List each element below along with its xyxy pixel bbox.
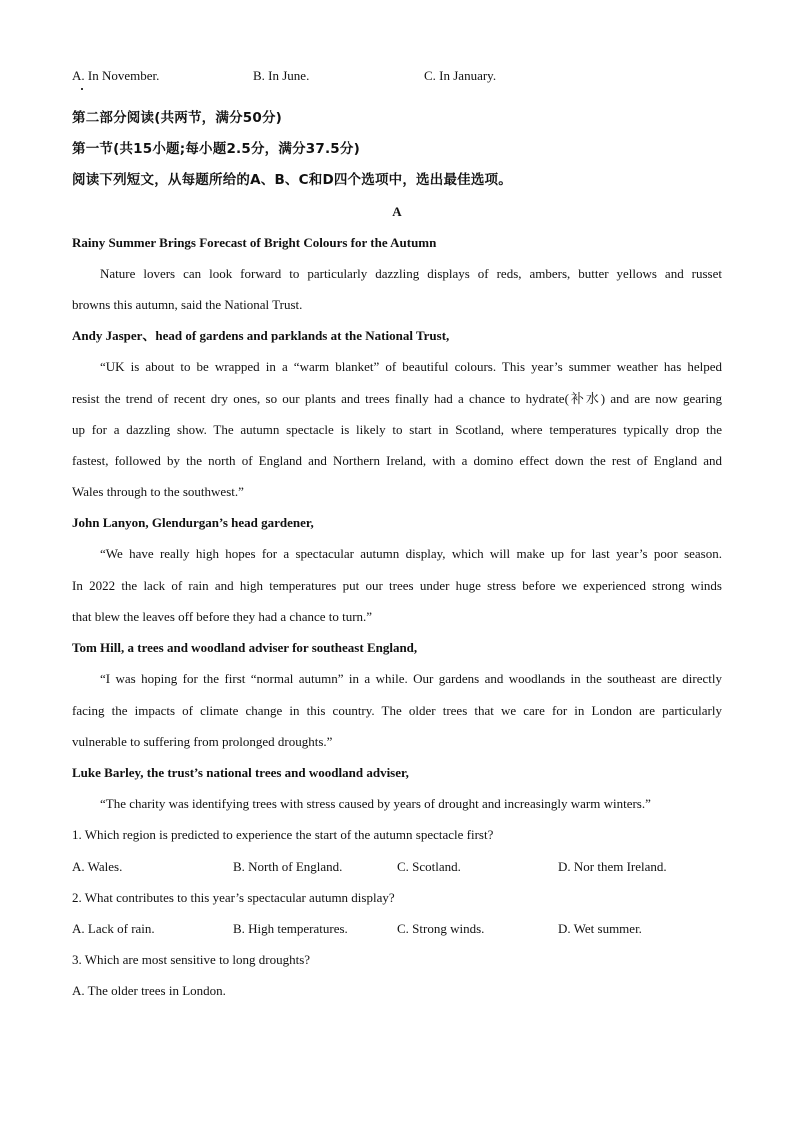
quote3-line-3: vulnerable to suffering from prolonged droughts.”	[72, 734, 333, 749]
question-2-option-b: B. High temperatures.	[233, 921, 348, 936]
stray-dot	[81, 88, 83, 90]
question-3-stem: 3. Which are most sensitive to long droughts?	[72, 952, 311, 967]
quote2-line-1: “We have really high hopes for a spectacular autumn display, which will make up for last year’s poor season.	[100, 546, 722, 561]
part-two-heading: 第二部分阅读(共两节，满分50分)	[72, 110, 283, 126]
speaker-luke-barley: Luke Barley, the trust’s national trees and woodland adviser,	[72, 765, 409, 780]
prev-option-a: A. In November.	[72, 68, 160, 83]
quote2-line-3: that blew the leaves off before they had a chance to turn.”	[72, 609, 373, 624]
question-1-stem: 1. Which region is predicted to experience the start of the autumn spectacle first?	[72, 827, 494, 842]
quote1-line-5: Wales through to the southwest.”	[72, 484, 244, 499]
speaker-andy-jasper: Andy Jasper、head of gardens and parklands at the National Trust,	[72, 328, 450, 343]
quote1-line-3: up for a dazzling show. The autumn spectacle is likely to start in Scotland, where temperatures typically drop the	[72, 422, 722, 437]
quote4-line-1: “The charity was identifying trees with stress caused by years of drought and increasingly warm winters.”	[100, 796, 651, 811]
section-one-heading: 第一节(共15小题;每小题2.5分，满分37.5分)	[72, 141, 360, 157]
question-3-option-a: A. The older trees in London.	[72, 983, 226, 998]
quote1-line-2: resist the trend of recent dry ones, so our plants and trees finally had a chance to hydrate(补水) and are now gearing	[72, 391, 722, 406]
question-2-option-c: C. Strong winds.	[397, 921, 485, 936]
speaker-john-lanyon: John Lanyon, Glendurgan’s head gardener,	[72, 515, 314, 530]
question-1-option-b: B. North of England.	[233, 859, 343, 874]
article-title: Rainy Summer Brings Forecast of Bright Colours for the Autumn	[72, 235, 437, 250]
question-1-option-d: D. Nor them Ireland.	[558, 859, 667, 874]
quote1-line-1: “UK is about to be wrapped in a “warm blanket” of beautiful colours. This year’s summer weather has helped	[100, 359, 722, 374]
intro-line-2: browns this autumn, said the National Trust.	[72, 297, 303, 312]
speaker-tom-hill: Tom Hill, a trees and woodland adviser for southeast England,	[72, 640, 418, 655]
instruction-heading: 阅读下列短文，从每题所给的A、B、C和D四个选项中，选出最佳选项。	[72, 172, 512, 188]
intro-line-1: Nature lovers can look forward to particularly dazzling displays of reds, ambers, butter yellows and russet	[100, 266, 722, 281]
prev-option-b: B. In June.	[253, 68, 310, 83]
quote2-line-2: In 2022 the lack of rain and high temperatures put our trees under huge stress before we experienced strong winds	[72, 578, 722, 593]
question-2-option-a: A. Lack of rain.	[72, 921, 155, 936]
quote3-line-2: facing the impacts of climate change in this country. The older trees that we care for in London are particularly	[72, 703, 722, 718]
question-1-option-a: A. Wales.	[72, 859, 123, 874]
question-2-option-d: D. Wet summer.	[558, 921, 642, 936]
quote3-line-1: “I was hoping for the first “normal autumn” in a while. Our gardens and woodlands in the southeast are directly	[100, 671, 722, 686]
question-2-stem: 2. What contributes to this year’s spectacular autumn display?	[72, 890, 395, 905]
passage-letter: A	[392, 204, 402, 219]
quote1-line-4: fastest, followed by the north of England and Northern Ireland, with a domino effect down the rest of England and	[72, 453, 722, 468]
question-1-option-c: C. Scotland.	[397, 859, 461, 874]
prev-option-c: C. In January.	[424, 68, 497, 83]
